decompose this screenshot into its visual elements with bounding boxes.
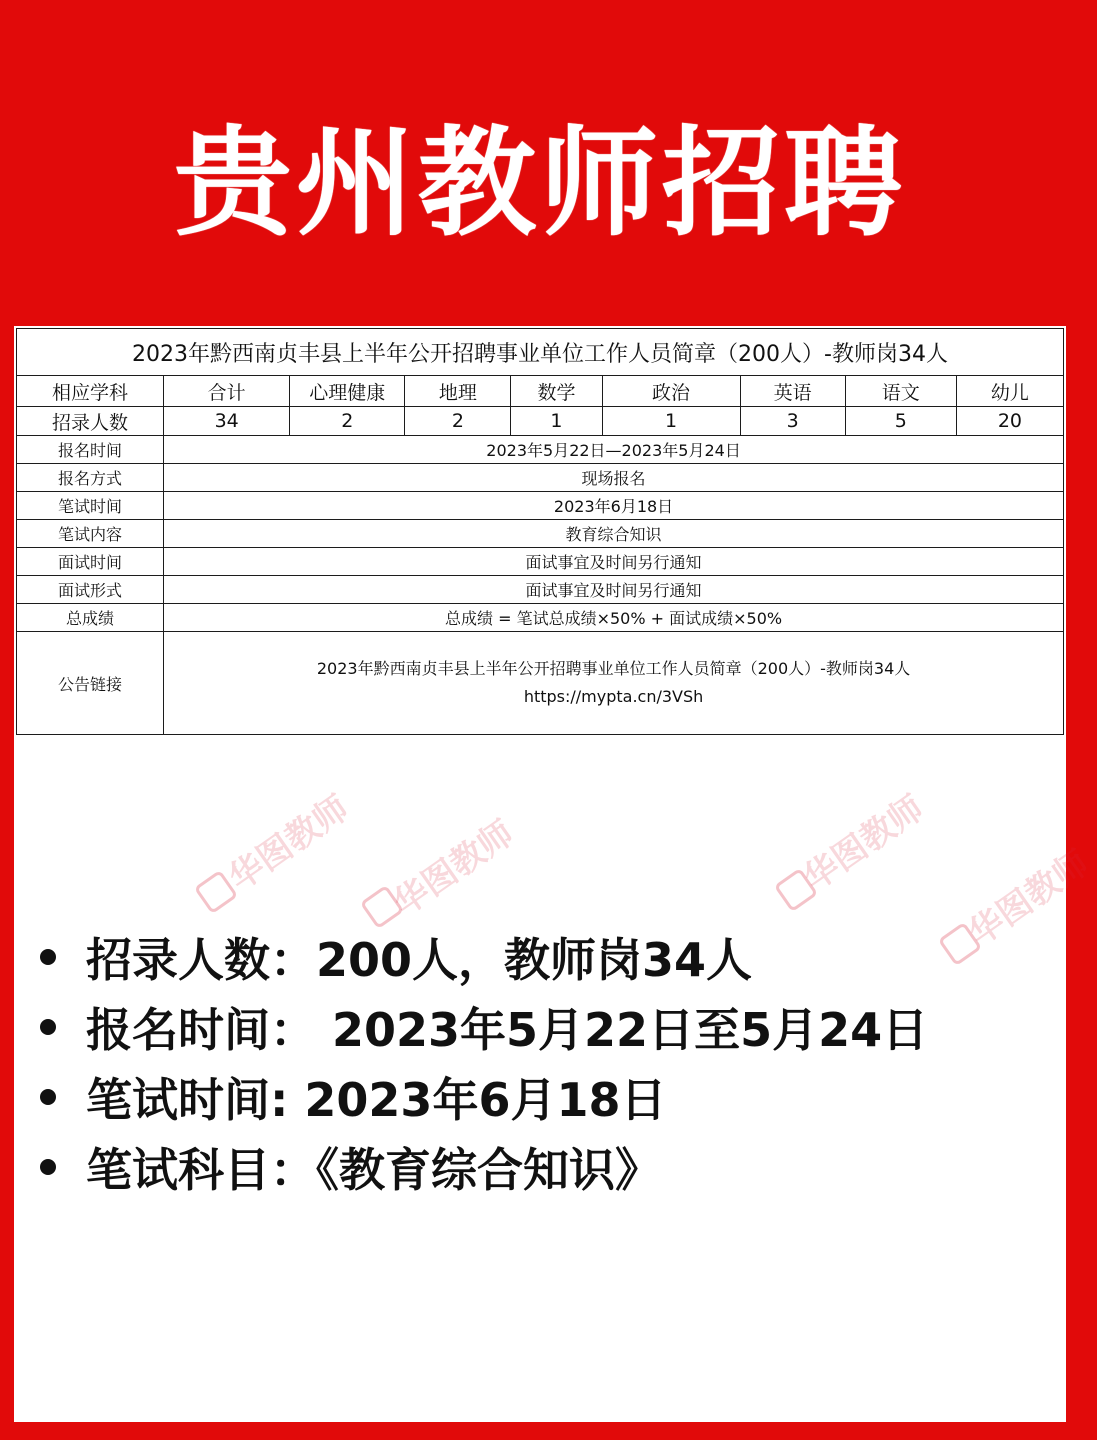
row-value: 2023年5月22日—2023年5月24日 <box>164 436 1064 464</box>
table-row <box>17 492 1064 520</box>
count-cell: 2 <box>290 407 405 436</box>
summary-text: 笔试科目：《教育综合知识》 <box>86 1143 661 1197</box>
summary-text: 招录人数：200人，教师岗34人 <box>86 933 753 987</box>
table-row <box>17 436 1064 464</box>
bullet-icon <box>40 1089 56 1105</box>
row-value: 2023年6月18日 <box>164 492 1064 520</box>
count-cell: 5 <box>845 407 956 436</box>
count-cell: 34 <box>164 407 290 436</box>
subject-cell: 数学 <box>511 376 602 407</box>
watermark-text: 华图教师 <box>221 787 357 899</box>
subject-cell: 幼儿 <box>956 376 1063 407</box>
list-item <box>40 992 1050 1062</box>
list-item <box>40 922 1050 992</box>
summary-list <box>40 922 1050 1202</box>
subject-cell: 语文 <box>845 376 956 407</box>
bullet-icon <box>40 1159 56 1175</box>
subject-cell: 合计 <box>164 376 290 407</box>
count-cell: 20 <box>956 407 1063 436</box>
table-row <box>17 520 1064 548</box>
list-item <box>40 1132 1050 1202</box>
count-cell: 1 <box>511 407 602 436</box>
recruitment-table <box>16 328 1064 735</box>
announcement-url[interactable]: https://mypta.cn/3VSh <box>523 687 704 706</box>
summary-text: 笔试时间: 2023年6月18日 <box>86 1073 667 1127</box>
subject-label: 相应学科 <box>17 376 164 407</box>
subject-cell: 地理 <box>405 376 511 407</box>
watermark-text: 华图教师 <box>796 787 932 899</box>
row-label: 笔试内容 <box>17 520 164 548</box>
watermark-text: 华图教师 <box>961 842 1097 954</box>
announcement-title[interactable]: 2023年黔西南贞丰县上半年公开招聘事业单位工作人员简章（200人）-教师岗34人 <box>316 659 911 678</box>
count-cell: 1 <box>602 407 740 436</box>
recruitment-sheet <box>14 326 1097 1422</box>
announcement-link-cell[interactable] <box>164 632 1064 735</box>
table-row <box>17 407 1064 436</box>
table-row <box>17 548 1064 576</box>
watermark-logo-icon <box>194 870 239 915</box>
row-label: 面试形式 <box>17 576 164 604</box>
bullet-icon <box>40 1019 56 1035</box>
link-label: 公告链接 <box>17 632 164 735</box>
subject-cell: 心理健康 <box>290 376 405 407</box>
table-row <box>17 464 1064 492</box>
table-row <box>17 604 1064 632</box>
count-label: 招录人数 <box>17 407 164 436</box>
bullet-icon <box>40 949 56 965</box>
table-row <box>17 576 1064 604</box>
row-label: 报名时间 <box>17 436 164 464</box>
row-value: 现场报名 <box>164 464 1064 492</box>
count-cell: 2 <box>405 407 511 436</box>
row-label: 笔试时间 <box>17 492 164 520</box>
row-value: 面试事宜及时间另行通知 <box>164 576 1064 604</box>
watermark-logo-icon <box>774 868 819 913</box>
count-cell: 3 <box>740 407 845 436</box>
table-row <box>17 376 1064 407</box>
summary-text: 报名时间： 2023年5月22日至5月24日 <box>86 1003 929 1057</box>
subject-cell: 政治 <box>602 376 740 407</box>
page-title: 贵州教师招聘 <box>173 114 906 252</box>
row-value: 教育综合知识 <box>164 520 1064 548</box>
row-value: 面试事宜及时间另行通知 <box>164 548 1064 576</box>
table-row <box>17 632 1064 735</box>
subject-cell: 英语 <box>740 376 845 407</box>
watermark-text: 华图教师 <box>386 812 522 924</box>
table-title: 2023年黔西南贞丰县上半年公开招聘事业单位工作人员简章（200人）-教师岗34人 <box>17 329 1064 376</box>
row-label: 报名方式 <box>17 464 164 492</box>
row-label: 面试时间 <box>17 548 164 576</box>
row-label: 总成绩 <box>17 604 164 632</box>
row-value: 总成绩 = 笔试总成绩×50% + 面试成绩×50% <box>164 604 1064 632</box>
list-item <box>40 1062 1050 1132</box>
